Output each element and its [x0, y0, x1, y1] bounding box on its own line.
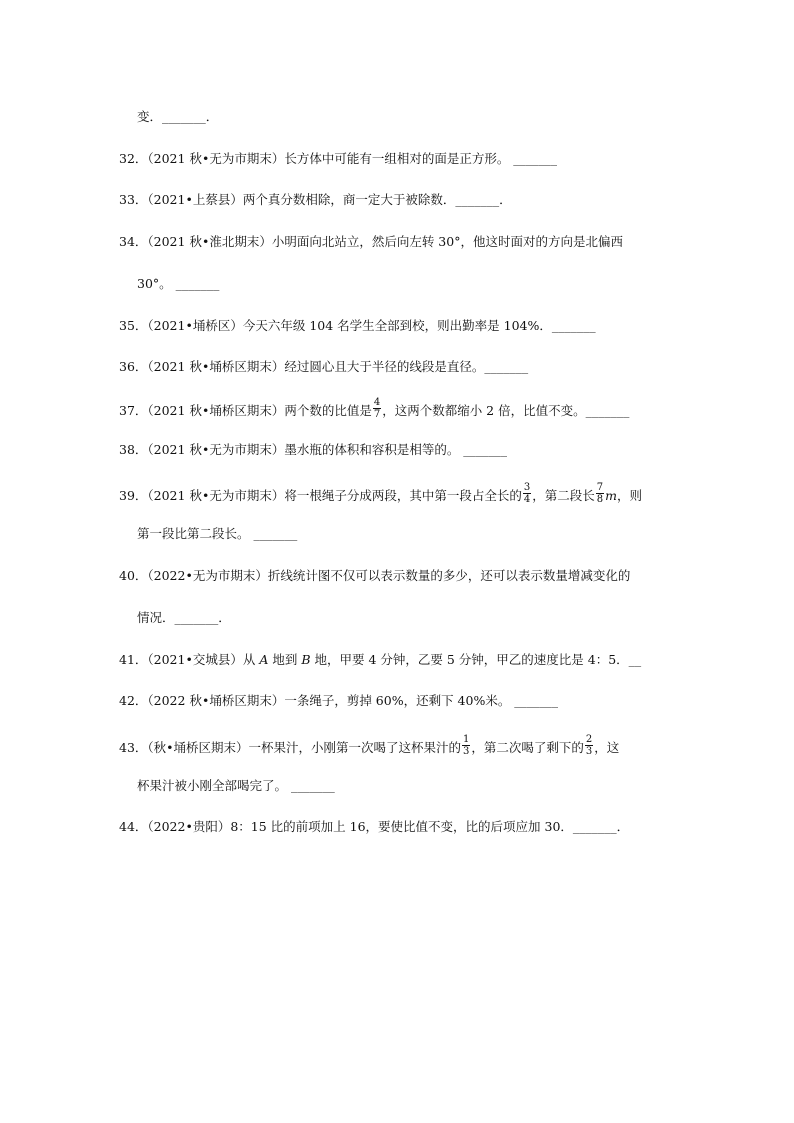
question-41-part-2: 地到 — [268, 652, 302, 667]
question-39-text-before: 39．（2021 秋•无为市期末）将一根绳子分成两段，其中第一段占全长的 — [119, 488, 522, 503]
question-39-line-1 — [119, 482, 642, 508]
fraction-numerator: 4 — [373, 397, 381, 408]
question-32: 32．（2021 秋•无为市期末）长方体中可能有一组相对的面是正方形。 _______ — [119, 151, 558, 166]
fraction-4-7 — [373, 397, 381, 420]
question-37 — [119, 397, 630, 423]
point-b: B — [301, 652, 311, 667]
question-43-line-1 — [119, 734, 620, 760]
fraction-3-4 — [523, 482, 531, 505]
question-37-text-after: ，这两个数都缩小 2 倍，比值不变。_______ — [382, 403, 630, 418]
fraction-numerator: 1 — [463, 734, 470, 745]
question-33: 33．（2021•上蔡县）两个真分数相除，商一定大于被除数．_______． — [119, 192, 512, 207]
question-43-text-after: ，这 — [594, 740, 620, 755]
question-41-part-1: 41．（2021•交城县）从 — [119, 652, 260, 667]
fraction-numerator: 2 — [585, 734, 593, 745]
question-34-line-2: 30°。 _______ — [137, 276, 220, 291]
fraction-denominator: 7 — [373, 409, 381, 420]
fraction-denominator: 3 — [463, 746, 470, 757]
question-41 — [119, 651, 641, 669]
question-44: 44．（2022•贵阳）8：15 比的前项加上 16，要使比值不变，比的后项应加 30．_______． — [119, 819, 630, 834]
fraction-2-3 — [585, 734, 593, 757]
question-34-line-1: 34．（2021 秋•淮北期末）小明面向北站立，然后向左转 30°，他这时面对的方向是北偏西 — [119, 234, 623, 249]
question-43-line-2: 杯果汁被小刚全部喝完了。 _______ — [137, 778, 335, 793]
question-38: 38．（2021 秋•无为市期末）墨水瓶的体积和容积是相等的。 _______ — [119, 442, 508, 457]
question-39-text-middle: ，第二段长 — [532, 488, 595, 503]
question-39-text-after: ，则 — [616, 488, 642, 503]
question-43-text-middle: ，第二次喝了剩下的 — [471, 740, 584, 755]
question-40-line-1: 40．（2022•无为市期末）折线统计图不仅可以表示数量的多少，还可以表示数量增减变化的 — [119, 568, 631, 583]
fraction-7-8 — [596, 482, 604, 505]
point-a: A — [259, 652, 269, 667]
fraction-denominator: 3 — [585, 746, 593, 757]
fraction-numerator: 7 — [596, 482, 604, 493]
fraction-1-3 — [462, 734, 470, 757]
fraction-denominator: 8 — [596, 494, 604, 505]
question-41-part-3: 地，甲要 4 分钟，乙要 5 分钟，甲乙的速度比是 4：5．__ — [310, 652, 642, 667]
question-43-text-before: 43．（秋•埇桥区期末）一杯果汁，小刚第一次喝了这杯果汁的 — [119, 740, 462, 755]
question-35: 35．（2021•埇桥区）今天六年级 104 名学生全部到校，则出勤率是 104%．_______ — [119, 318, 596, 333]
question-39-line-2: 第一段比第二段长。 _______ — [137, 526, 298, 541]
unit-meter: m — [605, 488, 617, 503]
fraction-denominator: 4 — [523, 494, 531, 505]
fraction-numerator: 3 — [523, 482, 531, 493]
question-40-line-2: 情况．_______． — [137, 610, 231, 625]
question-36: 36．（2021 秋•埇桥区期末）经过圆心且大于半径的线段是直径。_______ — [119, 359, 529, 374]
question-42: 42．（2022 秋•埇桥区期末）一条绳子，剪掉 60%，还剩下 40%米。 _______ — [119, 693, 559, 708]
question-37-text-before: 37．（2021 秋•埇桥区期末）两个数的比值是 — [119, 403, 372, 418]
question-31-continuation: 变．_______． — [137, 109, 219, 124]
